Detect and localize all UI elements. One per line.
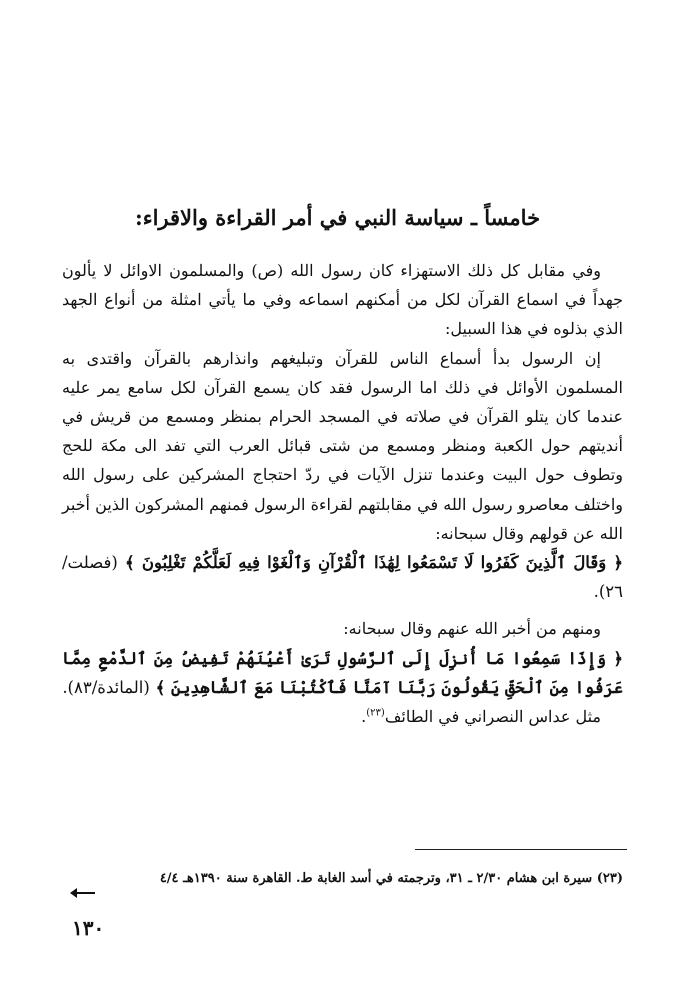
footnote-marker: (٢٣) [366, 707, 385, 719]
footnote-divider [415, 849, 627, 850]
verse-text: ﴿ وَإِذَا سَمِعُوا مَا أُنزِلَ إِلَى ٱلرَّسُولِ تَرَىٰ أَعْيُنَهُمْ تَفِيضُ مِنَ ٱلدَّمْعِ مِمَّا عَرَفُوا مِنَ ٱلْحَقِّ يَقُولُونَ رَبَّنَا آمَنَّا فَٱكْتُبْنَا مَعَ ٱلشَّاهِدِينَ ﴾ [62, 648, 623, 697]
footnote: (٢٣) سيرة ابن هشام ٢/٣٠ ـ ٣١، وترجمته في أسد الغابة ط. القاهرة سنة ١٣٩٠هـ ٤/٤ [159, 871, 623, 886]
paragraph-main: إن الرسول بدأ أسماع الناس للقرآن وتبليغهم وانذارهم بالقرآن واقتدى به المسلمون الأوائل في ذلك اما الرسول فقد كان يسمع القرآن لكل سامع يمر عليه عندما كان يتلو القرآن في صلاته في المسجد الحرام بمنظر ومسمع من قريش في أنديتهم حول الكعبة ومنظر ومسمع من شتى قبائل العرب التي تفد الى مكة للحج وتطوف حول البيت وعندما تنزل الآيات في ردّ احتجاج المشركين على رسول الله واختلف معاصرو رسول الله في مقابلتهم لقراءة الرسول فمنهم المشركون الذين أخبر الله عن قولهم وقال سبحانه: [62, 348, 623, 543]
section-heading: خامساً ـ سياسة النبي في أمر القراءة والاقراء: [134, 205, 541, 230]
body-text [62, 256, 623, 731]
verse-reference: (فصلت/٢٦). [62, 553, 623, 602]
spacer [62, 606, 623, 614]
continuation-arrow-icon [70, 886, 96, 900]
quran-verse-maidah [62, 644, 623, 702]
verse-reference: (المائدة/٨٣). [62, 677, 150, 697]
example-text: مثل عداس النصراني في الطائف [384, 707, 601, 727]
paragraph-intro-second-verse: ومنهم من أخبر الله عنهم وقال سبحانه: [343, 619, 601, 639]
quran-verse-fussilat [62, 548, 623, 606]
paragraph-intro: وفي مقابل كل ذلك الاستهزاء كان رسول الله (ص) والمسلمون الاوائل لا يألون جهداً في اسماع القرآن لكل من أمكنهم اسماعه وفي ما يأتي امثلة من أنواع الجهد الذي بذلوه في هذا السبيل: [62, 261, 623, 339]
verse-text: ﴿ وَقَالَ ٱلَّذِينَ كَفَرُوا لَا تَسْمَعُوا لِهَٰذَا ٱلْقُرْآنِ وَٱلْغَوْا فِيهِ لَعَلَّكُمْ تَغْلِبُونَ ﴾ [125, 553, 624, 573]
page-number: ١٣٠ [72, 916, 105, 940]
paragraph-example: مثل عداس النصراني في الطائف$^{(٢٣)}$. [361, 707, 601, 727]
